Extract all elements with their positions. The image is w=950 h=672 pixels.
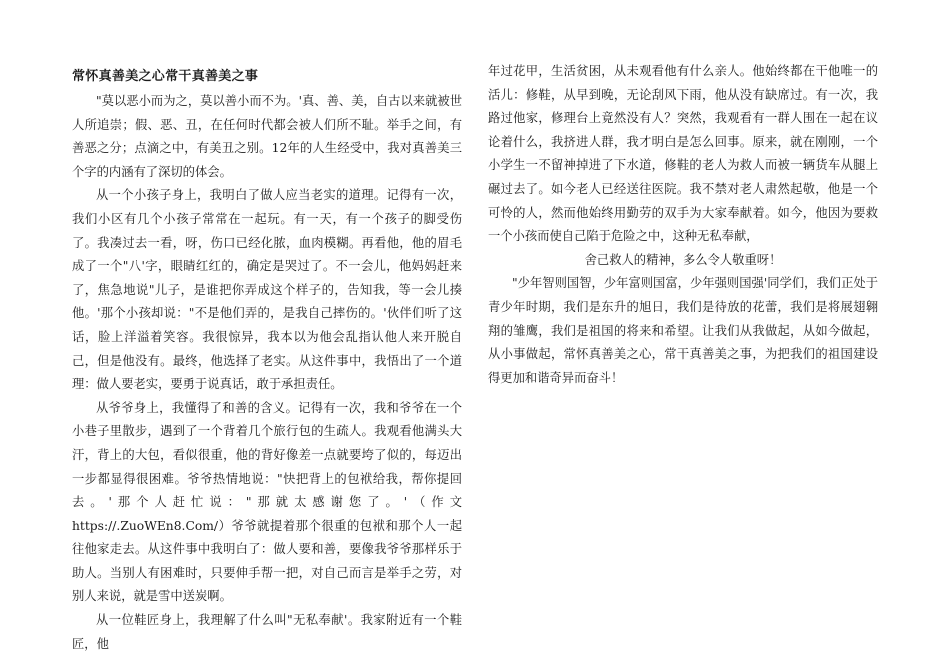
left-column [72, 60, 462, 656]
paragraph: 从一位鞋匠身上，我理解了什么叫"无私奉献'。我家附近有一个鞋匠，他 [72, 613, 462, 651]
right-column [488, 60, 878, 390]
document-title: 常怀真善美之心常干真善美之事 [72, 69, 259, 84]
paragraph: "莫以恶小而为之，莫以善小而不为。'真、善、美，自古以来就被世人所追崇；假、恶、丑，在任何时代都会被人们所不耻。举手之间，有善恶之分；点滴之中，有美丑之别。12年的人生经受中，我对真善美三个字的内涵有了深切的体会。 [72, 94, 462, 179]
paragraph: 从爷爷身上，我懂得了和善的含义。记得有一次，我和爷爷在一个小巷子里散步，遇到了一个背着几个旅行包的生疏人。我观看他满头大汗，背上的大包，看似很重，他的背好像差一点就要垮了似的，每迈出一步都显得很困难。爷爷热情地说："快把背上的包袱给我，帮你提回去。'那个人赶忙说："那就太感谢您了。'（作文https://.ZuoWEn8.Com/）爷爷就提着那个很重的包袱和那个人一起往他家走去。从这件事中我明白了：做人要和善，要像我爷爷那样乐于助人。当别人有困难时，只要伸手帮一把，对自己而言是举手之劳，对别人来说，就是雪中送炭啊。 [72, 400, 462, 604]
paragraph: "少年智则国智，少年富则国富，少年强则国强'同学们，我们正处于青少年时期，我们是东升的旭日，我们是待放的花蕾，我们是将展翅翱翔的雏鹰，我们是祖国的将来和希望。让我们从我做起，从如今做起，从小事做起，常怀真善美之心，常干真善美之事，为把我们的祖国建设得更加和谐奇异而奋斗！ [488, 276, 878, 385]
paragraph: 舍己救人的精神，多么令人敬重呀！ [584, 252, 782, 267]
paragraph: 从一个小孩子身上，我明白了做人应当老实的道理。记得有一次，我们小区有几个小孩子常常在一起玩。有一天，有一个孩子的脚受伤了。我凑过去一看，呀，伤口已经化脓，血肉模糊。再看他，他的眉毛成了一个"八'字，眼睛红红的，确定是哭过了。不一会儿，他妈妈赶来了，焦急地说"儿子，是谁把你弄成这个样子的，告知我，等一会儿揍他。'那个小孩却说："不是他们弄的，是我自己摔伤的。'伙伴们听了这话，脸上洋溢着笑容。我很惊异，我本以为他会乱指认他人来开脱自己，但是他没有。最终，他选择了老实。从这件事中，我悟出了一个道理：做人要老实，要勇于说真话，敢于承担责任。 [72, 188, 462, 392]
paragraph: 年过花甲，生活贫困，从未观看他有什么亲人。他始终都在干他唯一的活儿：修鞋，从早到晚，无论刮风下雨，他从没有缺席过。有一次，我路过他家，修理台上竟然没有人？突然，我观看有一群人围在一起在议论着什么，我挤进人群，我才明白是怎么回事。原来，就在刚刚，一个小学生一不留神掉进了下水道，修鞋的老人为救人而被一辆货车从腿上碾过去了。如今老人已经送往医院。我不禁对老人肃然起敬，他是一个可怜的人，然而他始终用勤劳的双手为大家奉献着。如今，他因为要救一个小孩而使自己陷于危险之中，这种无私奉献， [488, 64, 878, 244]
